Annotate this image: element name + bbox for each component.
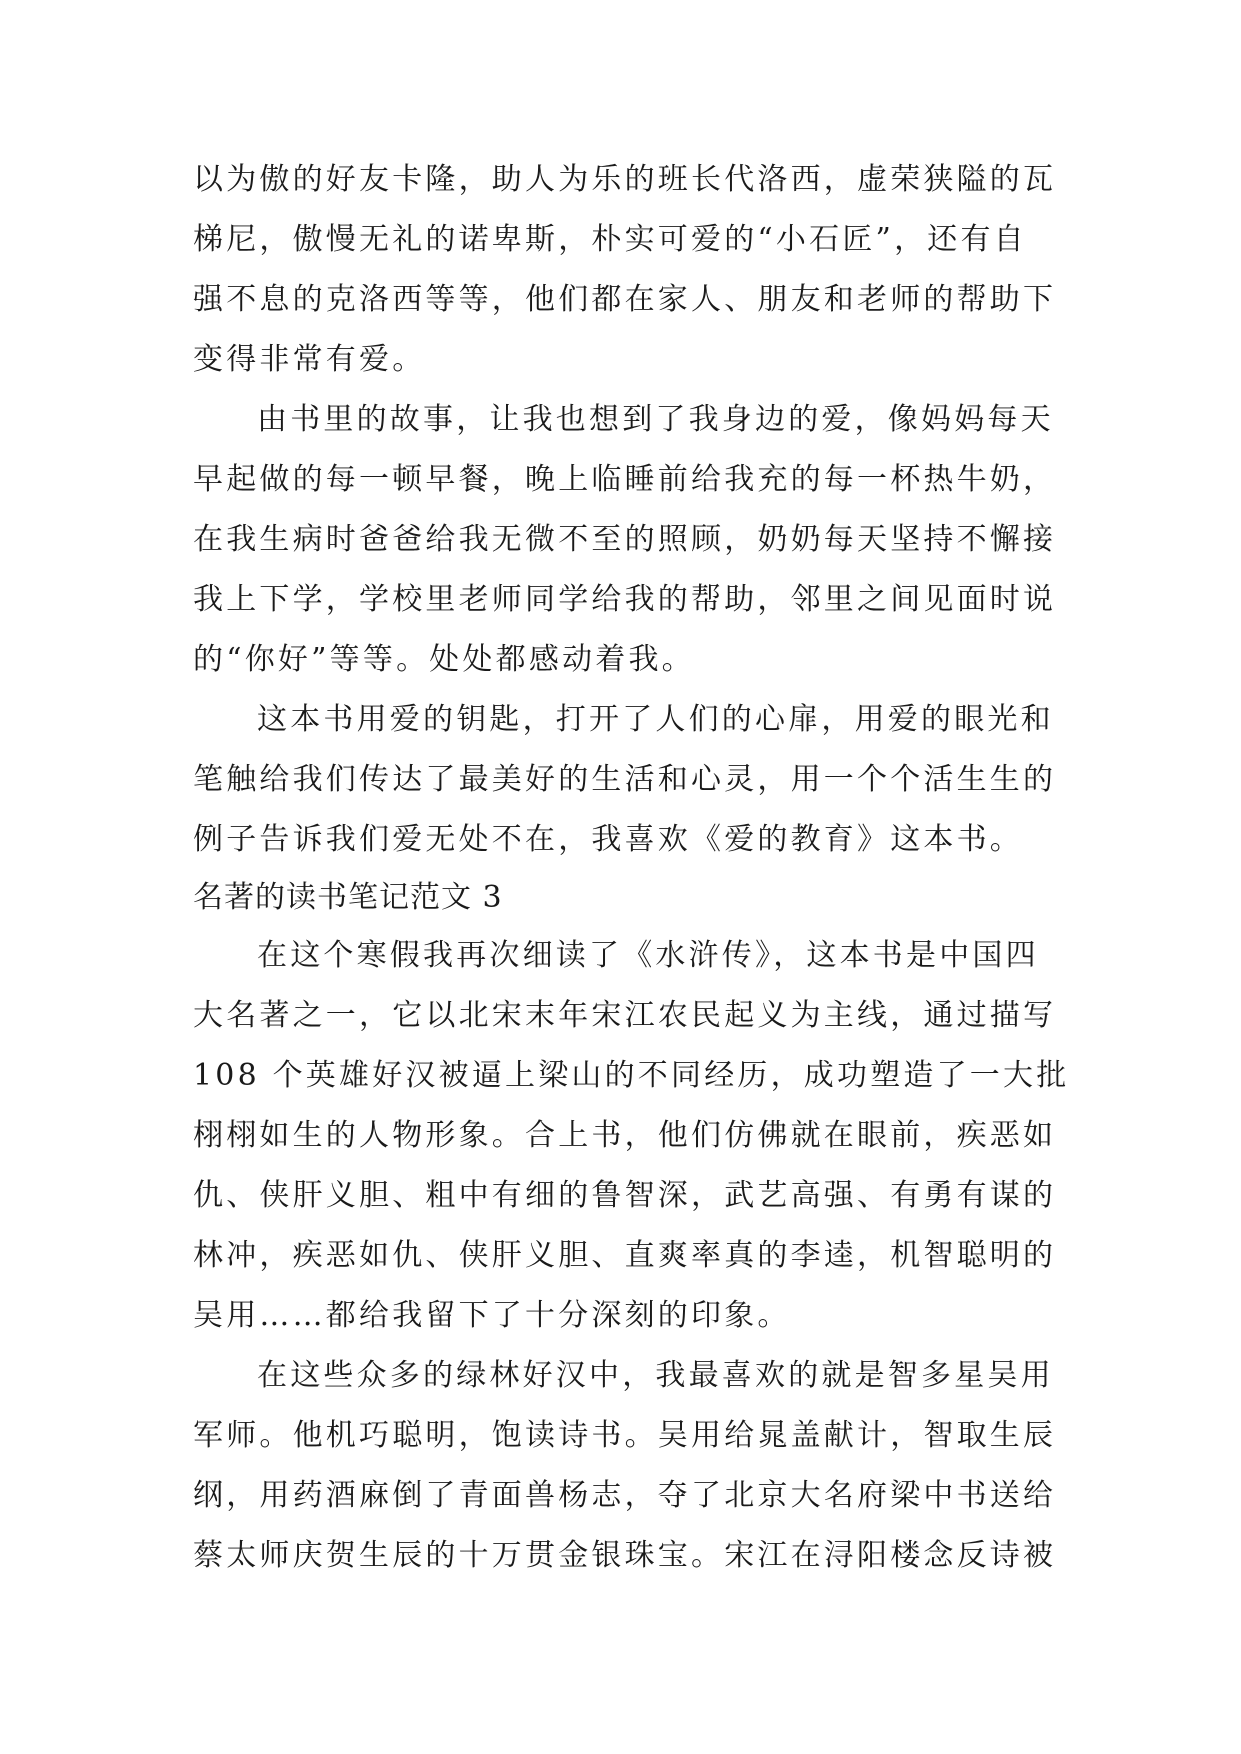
paragraph — [193, 1346, 1063, 1586]
text-line: 以为傲的好友卡隆，助人为乐的班长代洛西，虚荣狭隘的瓦 — [193, 162, 1057, 197]
text-line: 笔触给我们传达了最美好的生活和心灵，用一个个活生生的 — [193, 762, 1057, 797]
text-line: 仇、侠肝义胆、粗中有细的鲁智深，武艺高强、有勇有谋的 — [193, 1178, 1057, 1213]
text-line: 的“你好”等等。处处都感动着我。 — [193, 642, 695, 677]
text-line: 强不息的克洛西等等，他们都在家人、朋友和老师的帮助下 — [193, 282, 1057, 317]
paragraph — [193, 390, 1063, 690]
paragraph — [193, 690, 1063, 870]
text-line: 吴用……都给我留下了十分深刻的印象。 — [193, 1298, 791, 1333]
text-line: 例子告诉我们爱无处不在，我喜欢《爱的教育》这本书。 — [193, 822, 1023, 857]
text-line: 我上下学，学校里老师同学给我的帮助，邻里之间见面时说 — [193, 582, 1057, 617]
text-line: 早起做的每一顿早餐，晚上临睡前给我充的每一杯热牛奶， — [193, 462, 1057, 497]
text-line: 蔡太师庆贺生辰的十万贯金银珠宝。宋江在浔阳楼念反诗被 — [193, 1538, 1057, 1573]
text-line: 军师。他机巧聪明，饱读诗书。吴用给晁盖献计，智取生辰 — [193, 1418, 1057, 1453]
text-line: 林冲，疾恶如仇、侠肝义胆、直爽率真的李逵，机智聪明的 — [193, 1238, 1057, 1273]
section-heading: 名著的读书笔记范文 3 — [193, 880, 503, 915]
text-line: 梯尼，傲慢无礼的诺卑斯，朴实可爱的“小石匠”，还有自 — [193, 222, 1027, 257]
text-line: 在这些众多的绿林好汉中，我最喜欢的就是智多星吴用 — [257, 1358, 1054, 1393]
text-line: 大名著之一，它以北宋末年宋江农民起义为主线，通过描写 — [193, 998, 1057, 1033]
text-line: 在我生病时爸爸给我无微不至的照顾，奶奶每天坚持不懈接 — [193, 522, 1057, 557]
document-page — [193, 150, 1070, 1586]
text-line: 在这个寒假我再次细读了《水浒传》，这本书是中国四 — [257, 938, 1039, 973]
text-line: 纲，用药酒麻倒了青面兽杨志，夺了北京大名府梁中书送给 — [193, 1478, 1057, 1513]
text-line: 108 个英雄好汉被逼上梁山的不同经历，成功塑造了一大批 — [193, 1058, 1070, 1093]
paragraph-continued — [193, 150, 1063, 390]
text-line: 由书里的故事，让我也想到了我身边的爱，像妈妈每天 — [257, 402, 1054, 437]
text-line: 栩栩如生的人物形象。合上书，他们仿佛就在眼前，疾恶如 — [193, 1118, 1057, 1153]
text-line: 变得非常有爱。 — [193, 342, 426, 377]
paragraph — [193, 926, 1070, 1346]
text-line: 这本书用爱的钥匙，打开了人们的心扉，用爱的眼光和 — [257, 702, 1054, 737]
